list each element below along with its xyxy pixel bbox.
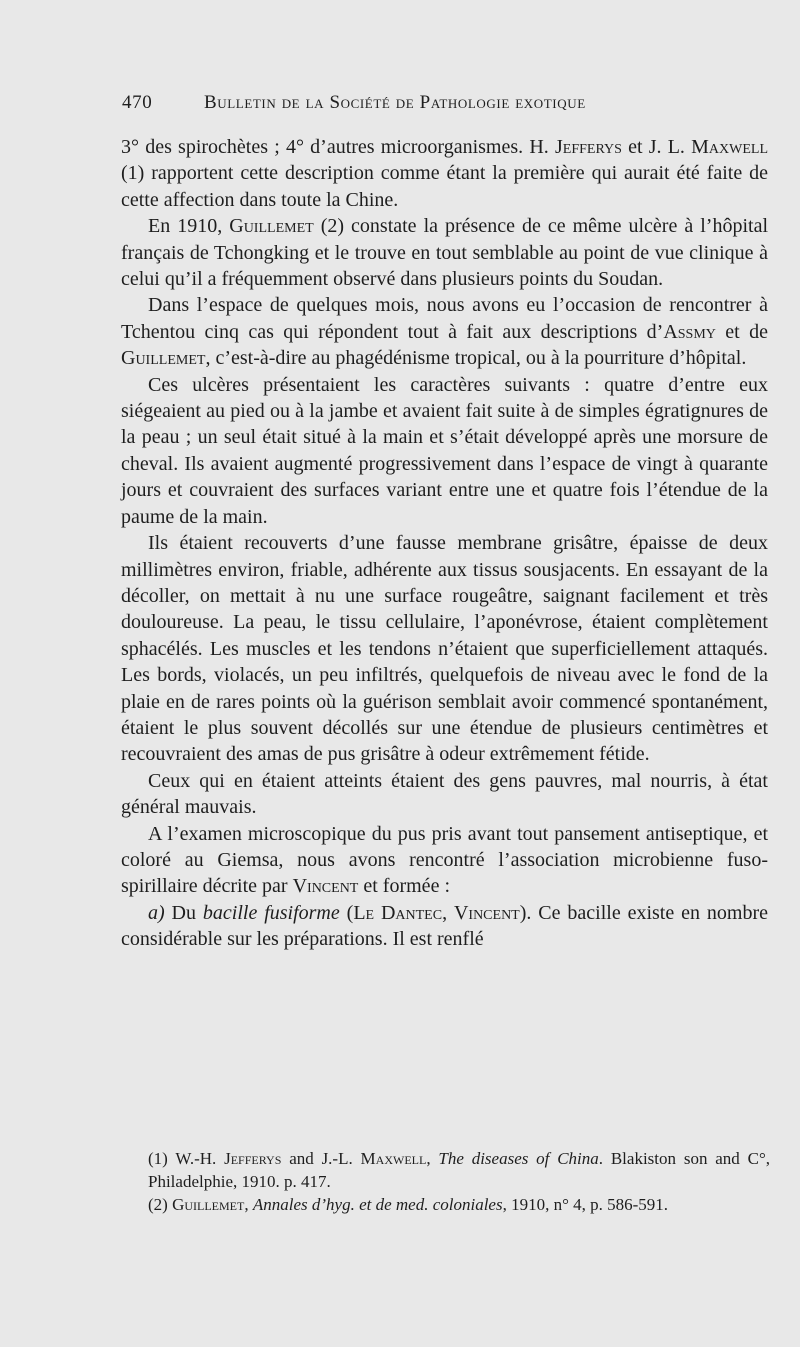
text-run: , c’est-à-dire au phagédénisme tropical, ou à la pourriture d’hôpital. [205,347,747,370]
running-title: Bulletin de la Société de Pathologie exotique [204,92,586,113]
author-name: Guillemet [229,215,314,238]
text-run: A l’examen microscopique du pus pris avant tout pansement antiseptique, et coloré au Giemsa, nous avons rencontré l’association microbienne fuso-spirillaire décrite par [121,822,768,898]
page-number: 470 [122,92,153,113]
text-run: ). Ce bacille existe en nombre considérable sur les préparations. Il est renflé [121,901,768,951]
author-name: Jefferys [224,1149,282,1168]
author-name: Maxwell [360,1149,427,1168]
text-run: , [244,1194,253,1214]
text-run: , [442,901,454,924]
author-name: Jefferys [554,136,622,158]
author-name: Assmy [663,320,716,343]
text-run: ( [339,901,354,924]
paragraph-5: Ils étaient recouverts d’une fausse membrane grisâtre, épaisse de deux millimètres environ, friable, adhérente aux tissus sousjacents. En essayant de la décoller, on mettait à nu une surface rougeâtre, saignant facilement et très douloureuse. La peau, le tissu cellulaire, l’aponévrose, étaient complètement sphacélés. Les muscles et les tendons n’étaient que superficiellement attaqués. Les bords, violacés, un peu infiltrés, quelquefois de niveau avec le fond de la plaie en de rares points où la guérison semblait avoir commencé spontanément, étaient le plus souvent décollés sur une étendue de plusieurs centimètres et recouvraient des amas de pus grisâtre à odeur extrêmement fétide. [121,532,768,766]
text-run: (1) rapportent cette description comme étant la première qui aurait été faite de cette affection dans toute la Chine. [121,162,768,211]
text-run: 3° des spirochètes ; 4° d’autres microorganismes. H. [121,136,555,158]
text-run: (2) constate la présence de ce même ulcère à l’hôpital français de Tchongking et le trouve en tout semblable au point de vue clinique à celui qu’il a fréquemment observé dans plusieurs points du Soudan. [121,215,769,291]
text-run: et formée : [358,875,450,898]
paragraph-1 [121,134,768,213]
footnote-1 [148,1148,770,1194]
paragraph-4: Ces ulcères présentaient les caractères suivants : quatre d’entre eux siégeaient au pied ou à la jambe et avaient fait suite à de simples égratignures de la peau ; un seul était situé à la main et s’était développé après une morsure de cheval. Ils avaient augmenté progressivement dans l’espace de vingt à quarante jours et couvraient des surfaces variant entre une et quatre fois l’étendue de la paume de la main. [121,373,768,528]
text-run: (2) [148,1194,173,1214]
text-run: , [426,1149,439,1168]
author-name: Vincent [292,875,359,898]
text-run: . Blakiston son and C°, Philadelphie, 1910. p. 417. [148,1149,771,1191]
author-name: Vincent [453,901,520,924]
paragraph-3 [121,292,768,371]
text-run: and J.-L. [281,1149,361,1168]
paragraph-2 [121,213,768,292]
text-run: Dans l’espace de quelques mois, nous avons eu l’occasion de rencontrer à Tchentou cinq cas qui répondent tout à fait aux descriptions d’ [121,294,768,343]
text-run: (1) W.-H. [148,1149,225,1168]
author-name: Guillemet [172,1194,245,1214]
text-run: Du [164,901,203,924]
species-name: bacille fusiforme [202,901,340,924]
body-text [121,134,768,953]
author-name: Maxwell [691,136,768,158]
book-title: The diseases of China [438,1149,599,1168]
footnote-2 [148,1194,770,1217]
paragraph-6: Ceux qui en étaient atteints étaient des gens pauvres, mal nourris, à état général mauvais. [121,769,768,819]
author-name: Le Dantec [353,901,443,924]
text-run: , 1910, n° 4, p. 586-591. [502,1194,669,1214]
running-header [122,92,682,118]
paragraph-8 [121,900,768,953]
text-run: En 1910, [148,215,230,238]
text-run: et J. L. [621,136,692,158]
journal-title: Annales d’hyg. et de med. coloniales [252,1194,503,1214]
paragraph-7 [121,821,768,900]
author-name: Guillemet [121,347,206,370]
list-marker: a) [148,901,165,924]
footnotes [148,1148,770,1216]
text-run: et de [715,320,768,343]
